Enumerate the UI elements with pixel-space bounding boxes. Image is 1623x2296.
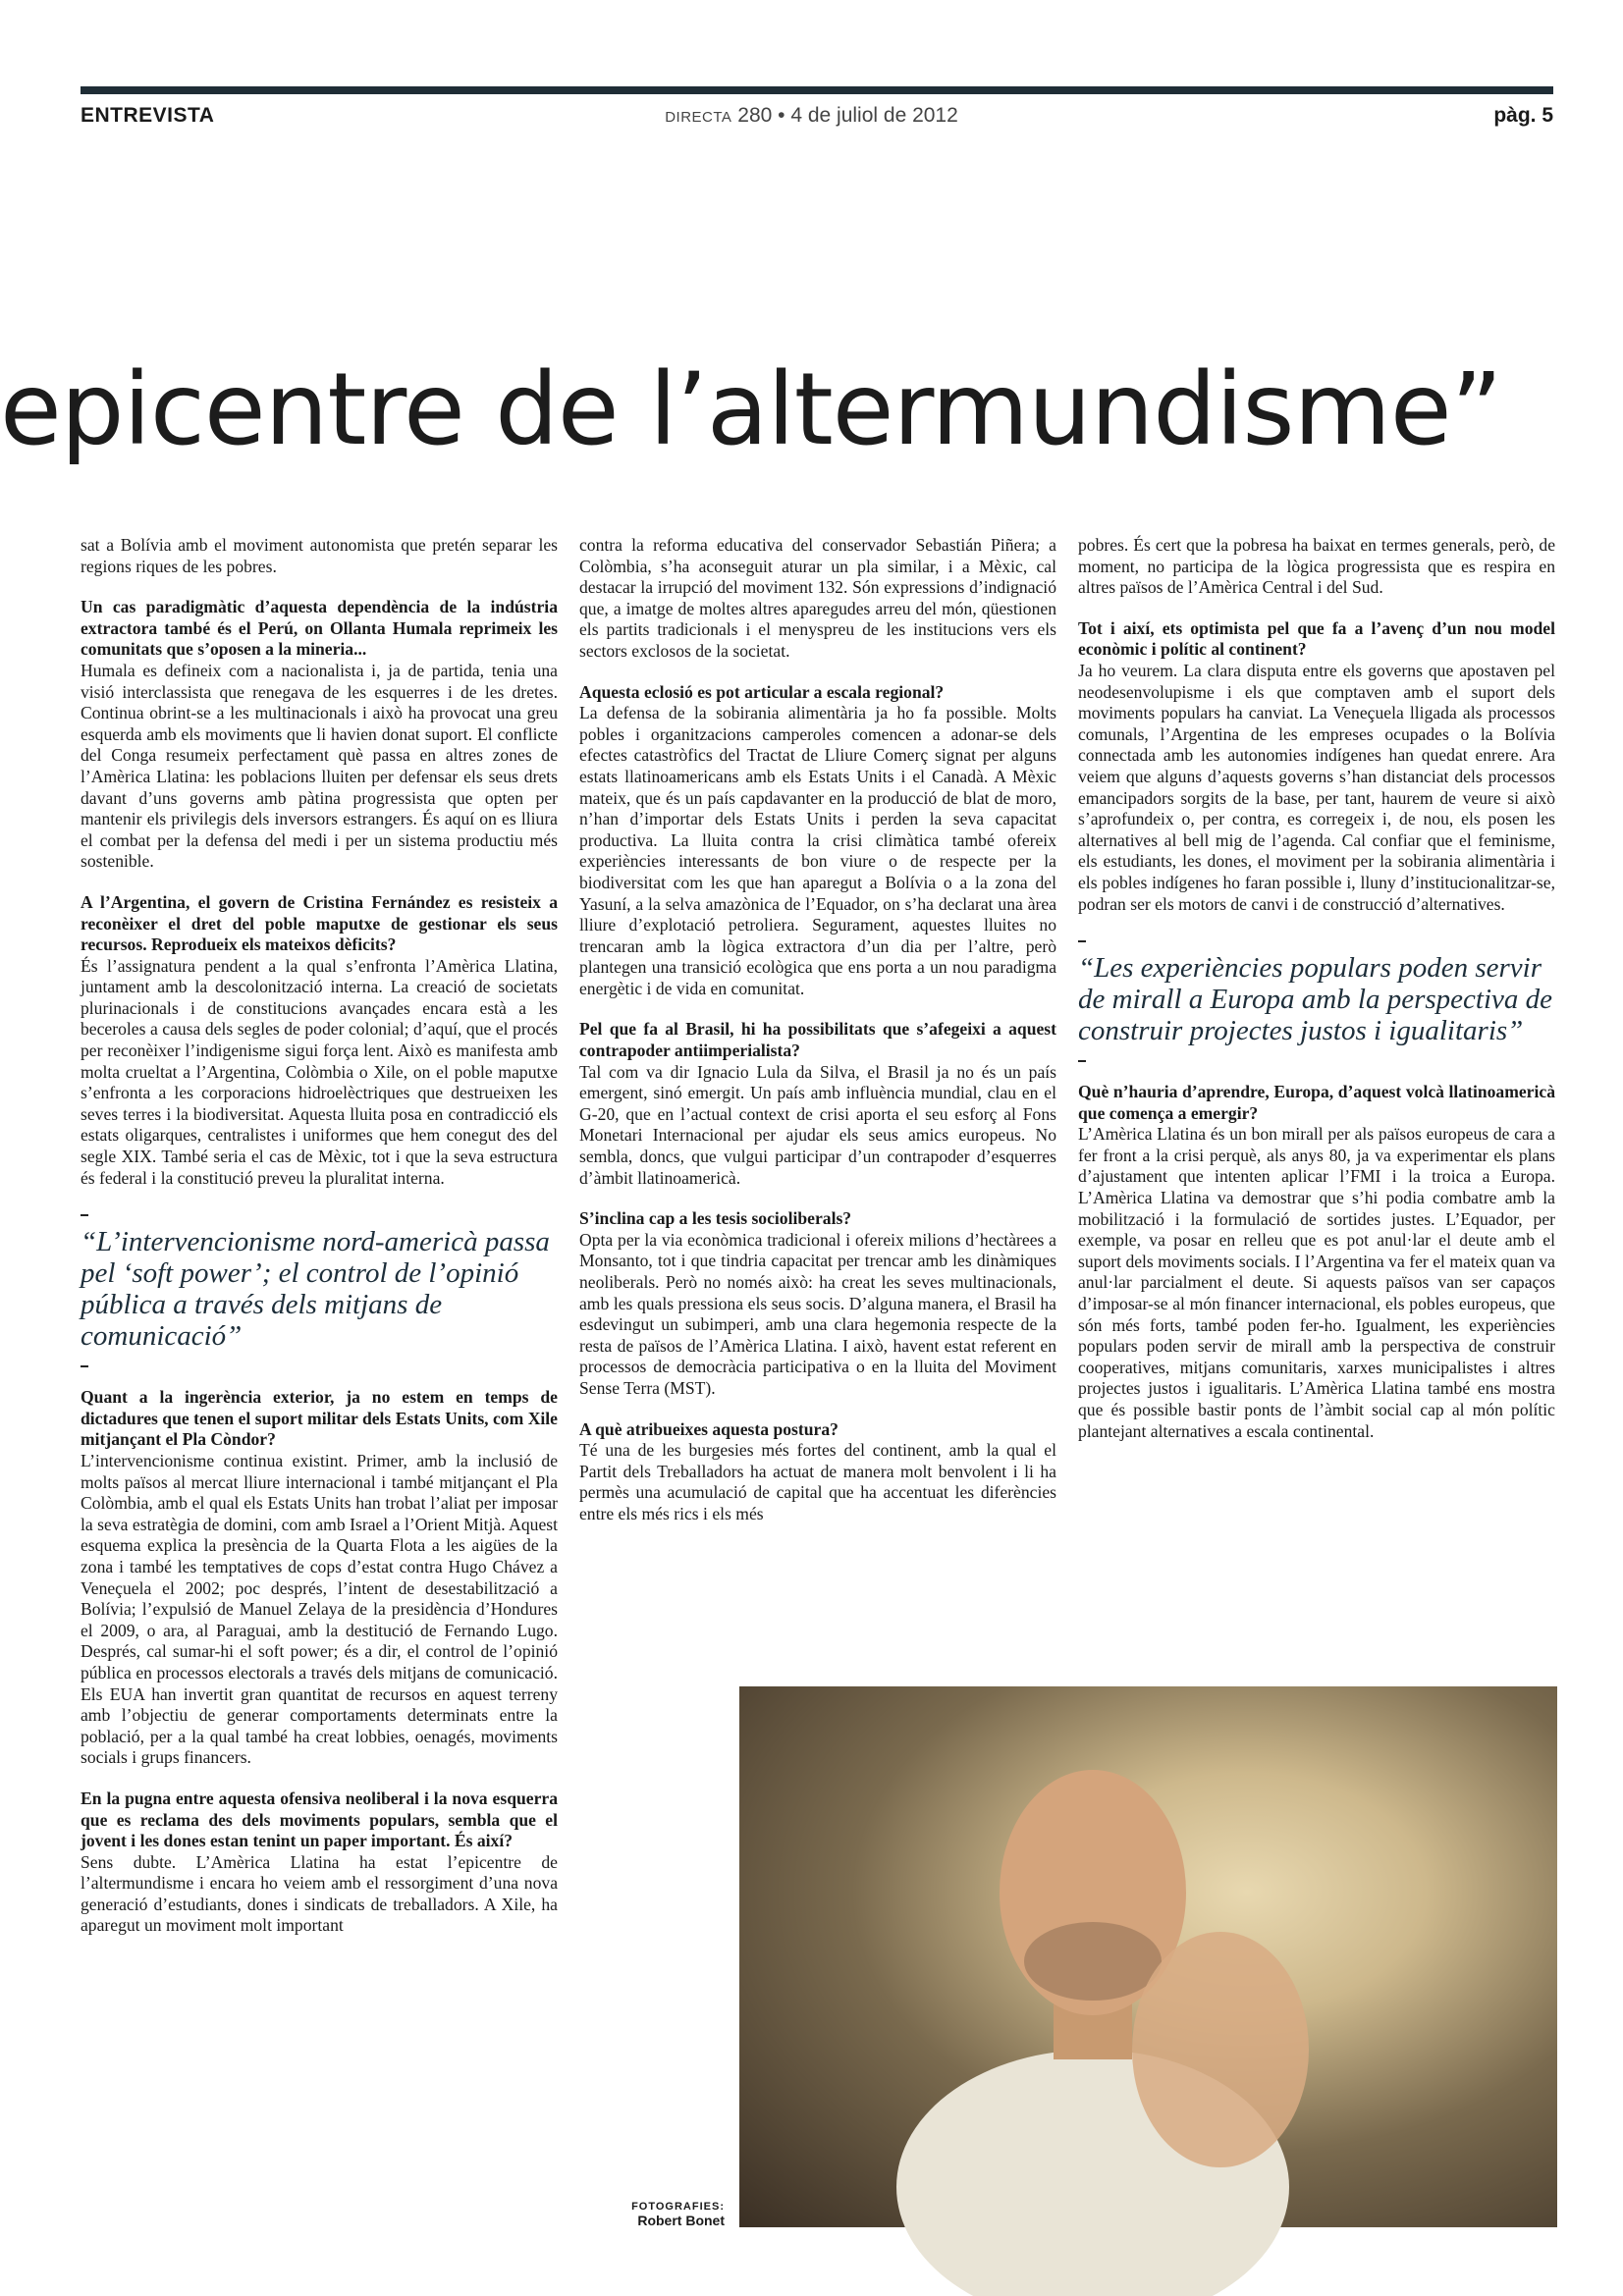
photo-credit-label: FOTOGRAFIES: — [631, 2201, 725, 2213]
pullquote-dash — [81, 1365, 88, 1367]
person-illustration — [887, 1726, 1299, 2236]
paragraph: pobres. És cert que la pobresa ha baixat en termes generals, però, de moment, no participa de la lògica progressista que es respira en altres països de l’Amèrica Central i del Sud. — [1078, 535, 1555, 598]
question: Un cas paradigmàtic d’aquesta dependència de la indústria extractora també és el Perú, on Ollanta Humala reprimeix les comunitats que s’oposen a la mineria... — [81, 597, 558, 660]
photo-credit — [550, 2201, 725, 2228]
interview-photo — [739, 1686, 1557, 2227]
question: Pel que fa al Brasil, hi ha possibilitats que s’afegeixi a aquest contrapoder antiimperialista? — [579, 1019, 1056, 1061]
paragraph: contra la reforma educativa del conservador Sebastián Piñera; a Colòmbia, s’ha aconseguit aturar un pla similar, i a Mèxic, cal destacar la irrupció del moviment 132. Són expressions d’indignació que, a imatge de moltes altres aparegudes arreu del món, qüestionen els partits tradicionals i el menyspreu de les institucions vers els sectors exclosos de la societat. — [579, 535, 1056, 661]
answer: Ja ho veurem. La clara disputa entre els governs que apostaven pel neodesenvolupisme i els que comptaven amb el suport dels moviments populars ha canviat. La Veneçuela lligada als processos comunals, l’Argentina de les empreses ocupades o la Bolívia connectada amb les autonomies indígenes han quedat enrere. Ara veiem que alguns d’aquests governs s’han distanciat dels processos emancipadors sorgits de la base, per tant, haurem de veure si això s’aprofundeix o, per contra, es corregeix i, de nou, els posen les alternatives al bell mig de l’agenda. Cal confiar que el feminisme, els estudiants, les dones, el moviment per la sobirania alimentària i els pobles indígenes ho faran possible i, lluny d’institucionalitzar-se, podran ser els motors de canvi i de construcció d’alternatives. — [1078, 660, 1555, 914]
pullquote-dash — [1078, 940, 1086, 942]
answer: És l’assignatura pendent a la qual s’enfronta l’Amèrica Llatina, juntament amb la descolonització interna. La creació de societats plurinacionals i de constitucions avançades encara està a les beceroles a causa dels segles de poder colonial; d’aquí, que el procés per reconèixer l’indigenisme sigui força lent. Això es manifesta amb molta crueltat a l’Argentina, Colòmbia o Xile, on el poble maputxe s’enfronta a les corporacions hidroelèctriques que destrueixen les seves terres i la biodiversitat. Aquesta lluita posa en contradicció els estats oligarques, centralistes i uniformes que hem conegut des del segle XIX. També seria el cas de Mèxic, tot i que la seva estructura és federal i la constitució preveu la pluralitat interna. — [81, 955, 558, 1188]
question: En la pugna entre aquesta ofensiva neoliberal i la nova esquerra que es reclama des dels moviments populars, sembla que el jovent i les dones estan tenint un paper important. És així? — [81, 1788, 558, 1851]
question: Tot i així, ets optimista pel que fa a l’avenç d’un nou model econòmic i polític al continent? — [1078, 617, 1555, 660]
answer: Tal com va dir Ignacio Lula da Silva, el Brasil ja no és un país emergent, sinó emergit. Un país amb influència mundial, clau en el G-20, que en l’actual context de crisi aporta el seu esforç al Fons Monetari Internacional per ajudar els seus amics europeus. No sembla, doncs, que vulgui participar d’un contrapoder d’esquerres d’àmbit llatinoamericà. — [579, 1061, 1056, 1188]
answer: L’intervencionisme continua existint. Primer, amb la inclusió de molts països al mercat lliure internacional i també mitjançant el Pla Colòmbia, amb el qual els Estats Units han trobat l’aliat per imposar la seva estratègia de domini, com amb Israel a l’Orient Mitjà. Aquest esquema explica la presència de la Quarta Flota a les aigües de la zona i també les temptatives de cops d’estat contra Hugo Chávez a Veneçuela el 2002; poc després, l’intent de desestabilització a Bolívia; l’expulsió de Manuel Zelaya de la presidència d’Hondures el 2009, o ara, al Paraguai, amb la destitució de Fernando Lugo. Després, cal sumar-hi el soft power; és a dir, el control de l’opinió pública en processos electorals a través dels mitjans de comunicació. Els EUA han invertit gran quantitat de recursos en aquest terreny amb l’objectiu de generar comportaments determinats entre la població, per a la qual també ha creat lobbies, oenagés, moviments socials i grups financers. — [81, 1451, 558, 1768]
answer: Humala es defineix com a nacionalista i, ja de partida, tenia una visió interclassista que renegava de les esquerres i de les dretes. Continua obrint-se a les multinacionals i això ha provocat una greu esquerda amb els moviments que li havien donat suport. El conflicte del Conga resumeix perfectament què passa en altres zones de l’Amèrica Llatina: les poblacions lluiten per defensar els seus drets davant d’uns governs amb pàtina progressista que opten per mantenir els privilegis dels inversors estrangers. És aquí on es lliura el combat per la defensa del medi i per un sistema productiu més sostenible. — [81, 660, 558, 872]
question: S’inclina cap a les tesis socioliberals? — [579, 1208, 852, 1229]
pullquote: “Les experiències populars poden servir de mirall a Europa amb la perspectiva de construir projectes justos i igualitaris” — [1078, 952, 1552, 1047]
column-3 — [1078, 535, 1555, 1442]
column-1 — [81, 535, 558, 1937]
section-label: ENTREVISTA — [81, 104, 215, 127]
photo-credit-name: Robert Bonet — [637, 2213, 725, 2228]
headline: epicentre de l’altermundisme” — [0, 351, 1502, 468]
question: A l’Argentina, el govern de Cristina Fernández es resisteix a reconèixer el dret del poble maputxe de gestionar els seus recursos. Reprodueix els mateixos dèficits? — [81, 891, 558, 955]
issue-info — [0, 104, 1623, 128]
question: Quant a la ingerència exterior, ja no estem en temps de dictadures que tenen el suport militar dels Estats Units, com Xile mitjançant el Pla Còndor? — [81, 1387, 558, 1450]
pullquote: “L’intervencionisme nord-americà passa pel ‘soft power’; el control de l’opinió pública a través dels mitjans de comunicació” — [81, 1226, 550, 1353]
answer: L’Amèrica Llatina és un bon mirall per als països europeus de cara a fer front a la crisi perquè, als anys 80, ja va experimentar els plans d’ajustament que intenten aplicar l’FMI i la troica a Europa. L’Amèrica Llatina va demostrar que s’hi podia combatre amb la mobilització i la formulació de sortides justes. L’Equador, per exemple, va posar en relleu que es pot anul·lar el deute amb el suport dels moviments socials. I l’Argentina va fer el mateix quan va anul·lar parcialment el deute. Si aquests països van ser capaços d’imposar-se al món financer internacional, els pobles europeus, que són més forts, també poden fer-ho. Igualment, les experiències populars poden servir de mirall amb la perspectiva de construir cooperatives, mitjans comunitaris, xarxes municipalistes i altres projectes justos i igualitaris. L’Amèrica Llatina també ens mostra que és possible bastir ponts de l’àmbit social cap al món polític plantejant alternatives a escala continental. — [1078, 1124, 1555, 1441]
column-2 — [579, 535, 1056, 1525]
question: Què n’hauria d’aprendre, Europa, d’aquest volcà llatinoamericà que comença a emergir? — [1078, 1082, 1555, 1123]
answer: La defensa de la sobirania alimentària ja ho fa possible. Molts pobles i organitzacions camperoles comencen a adonar-se dels efectes catastròfics del Tractat de Lliure Comerç signat per alguns estats llatinoamericans amb els Estats Units i el Canadà. A Mèxic mateix, que és un país capdavanter en la producció de blat de moro, n’han d’importar dels Estats Units i perden la seva capacitat productiva. La lluita contra la crisi climàtica també ofereix experiències interessants de bon viure o de respecte per la biodiversitat com les que han aparegut a Bolívia o a la zona del Yasuní, a la selva amazònica de l’Equador, on s’ha declarat una àrea lliure d’explotació petroliera. Segurament, aquestes lluites no trencaran amb la lògica extractora d’un dia per l’altre, però plantegen una transició ecològica que ens porta a un nou paradigma energètic i de vida en comunitat. — [579, 703, 1056, 998]
publication-name: DIRECTA — [665, 109, 732, 126]
page-number: pàg. 5 — [1493, 104, 1553, 127]
answer: Sens dubte. L’Amèrica Llatina ha estat l’epicentre de l’altermundisme i encara ho veiem amb el ressorgiment d’una nova generació d’estudiants, dones i sindicats de treballadors. A Xile, ha aparegut un moviment molt important — [81, 1851, 558, 1936]
pullquote-dash — [81, 1214, 88, 1216]
answer: Té una de les burgesies més fortes del continent, amb la qual el Partit dels Treballadors ha actuat de manera molt benvolent i li ha permès una acumulació de capital que ha accentuat les diferències entre els més rics i els més — [579, 1440, 1056, 1523]
question: Aquesta eclosió es pot articular a escala regional? — [579, 681, 945, 702]
paragraph: sat a Bolívia amb el moviment autonomista que pretén separar les regions riques de les pobres. — [81, 535, 558, 576]
answer: Opta per la via econòmica tradicional i ofereix milions d’hectàrees a Monsanto, tot i que tindria capacitat per trencar amb les dinàmiques neoliberals. Però no només això: ha creat les seves multinacionals, amb les quals pressiona els seus socis. D’alguna manera, el Brasil ha esdevingut un subimperi, amb una clara hegemonia respecte de la resta de països de l’Amèrica Llatina. I això, havent estat referent en processos de democràcia participativa o en la lluita del Moviment Sense Terra (MST). — [579, 1229, 1056, 1398]
header-rule — [81, 86, 1553, 94]
question: A què atribueixes aquesta postura? — [579, 1418, 839, 1439]
issue-date: 280 • 4 de juliol de 2012 — [737, 104, 958, 127]
pullquote-dash — [1078, 1060, 1086, 1062]
